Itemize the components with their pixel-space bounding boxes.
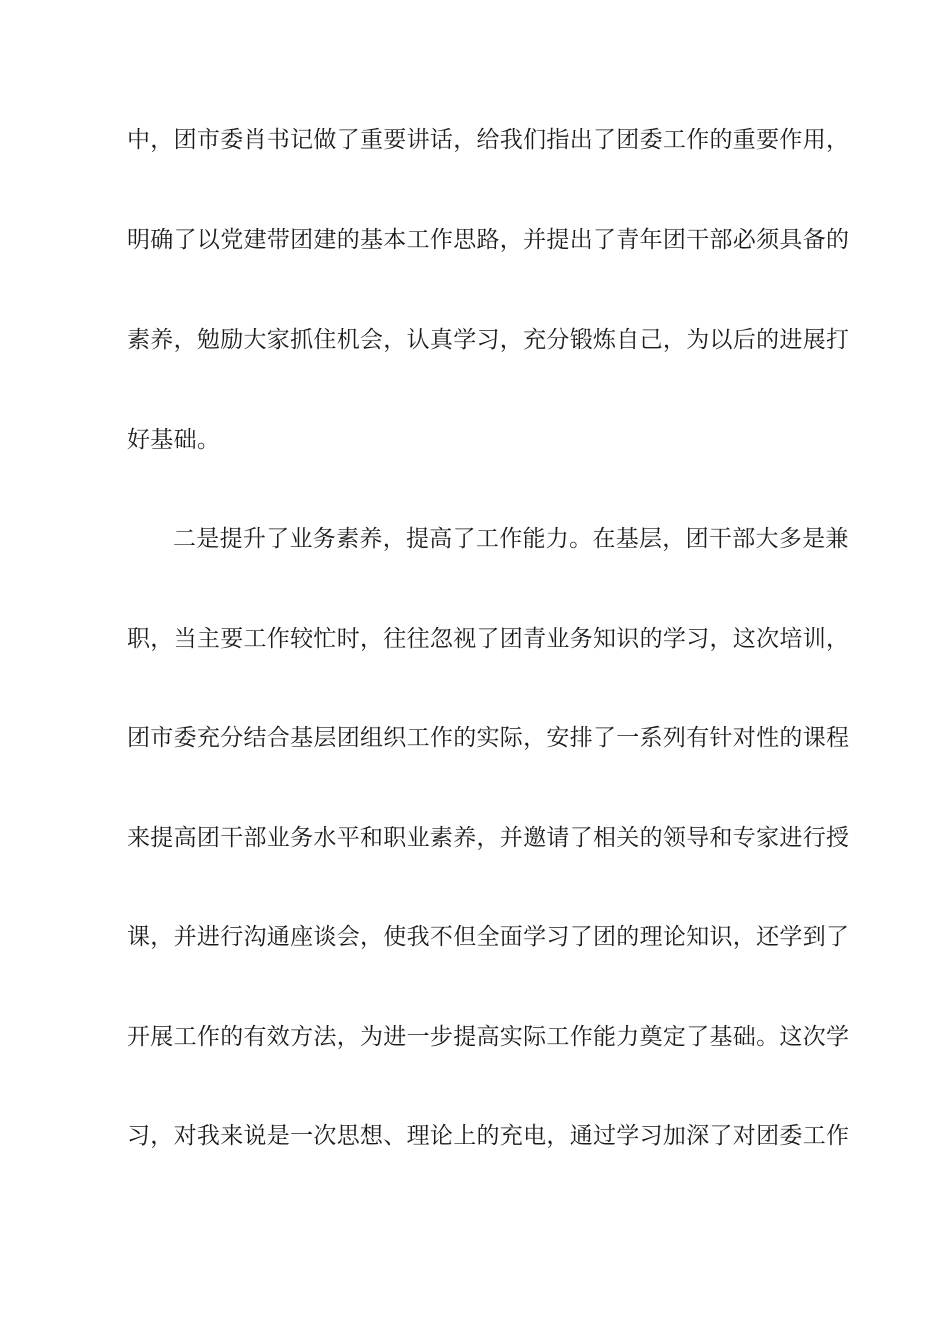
text-line: 团市委充分结合基层团组织工作的实际，安排了一系列有针对性的课程 (127, 725, 850, 751)
text-line: 习，对我来说是一次思想、理论上的充电，通过学习加深了对团委工作 (127, 1123, 850, 1149)
paragraph-start-line: 二是提升了业务素养，提高了工作能力。在基层，团干部大多是兼 (173, 526, 849, 552)
text-line: 来提高团干部业务水平和职业素养，并邀请了相关的领导和专家进行授 (127, 825, 850, 851)
text-line: 素养，勉励大家抓住机会，认真学习，充分锻炼自己，为以后的进展打 (127, 327, 850, 353)
text-line: 明确了以党建带团建的基本工作思路，并提出了青年团干部必须具备的 (127, 227, 850, 253)
text-line: 开展工作的有效方法，为进一步提高实际工作能力奠定了基础。这次学 (127, 1024, 850, 1050)
text-line: 职，当主要工作较忙时，往往忽视了团青业务知识的学习，这次培训， (127, 626, 850, 652)
text-line: 课，并进行沟通座谈会，使我不但全面学习了团的理论知识，还学到了 (127, 924, 850, 950)
text-line: 好基础。 (127, 427, 221, 453)
text-line: 中，团市委肖书记做了重要讲话，给我们指出了团委工作的重要作用， (127, 127, 850, 153)
